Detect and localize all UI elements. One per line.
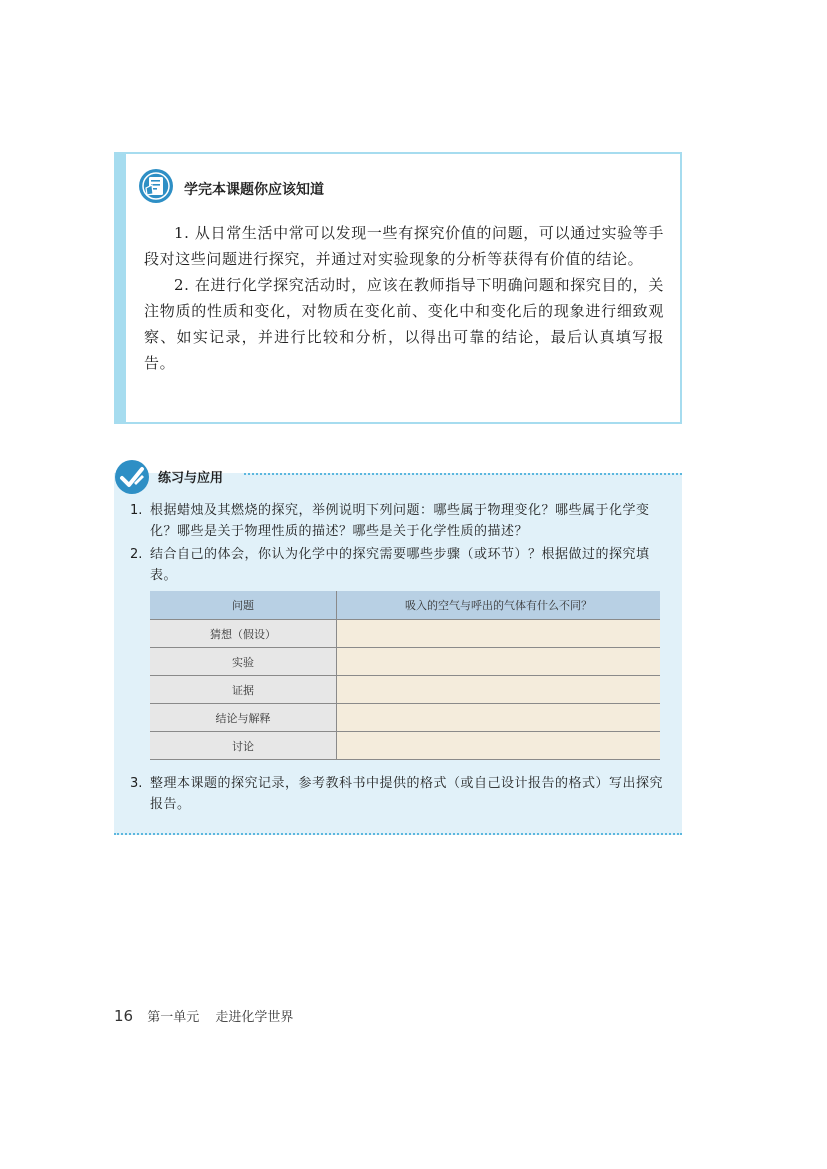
goals-paragraph: 2. 在进行化学探究活动时，应该在教师指导下明确问题和探究目的，关注物质的性质和变化，对物质在变化前、变化中和变化后的现象进行细致观察、如实记录，并进行比较和分析，以得出可靠的结论，最后认真填写报告。 bbox=[144, 276, 664, 372]
question-number: 3. bbox=[130, 776, 143, 791]
question-text: 整理本课题的探究记录，参考教科书中提供的格式（或自己设计报告的格式）写出探究报告。 bbox=[150, 776, 664, 812]
table-header-cell: 吸入的空气与呼出的气体有什么不同？ bbox=[337, 591, 661, 620]
question-text: 根据蜡烛及其燃烧的探究，举例说明下列问题：哪些属于物理变化？哪些属于化学变化？哪些是关于物理性质的描述？哪些是关于化学性质的描述？ bbox=[150, 503, 650, 539]
table-row-label: 实验 bbox=[150, 648, 337, 676]
goals-side-bar bbox=[114, 154, 126, 422]
table-header-cell: 问题 bbox=[150, 591, 337, 620]
goals-paragraph: 1. 从日常生活中常可以发现一些有探究价值的问题，可以通过实验等手段对这些问题进行探究，并通过对实验现象的分析等获得有价值的结论。 bbox=[144, 224, 664, 268]
unit-label: 第一单元 bbox=[147, 1010, 200, 1025]
table-answer-cell bbox=[337, 620, 661, 648]
table-answer-cell bbox=[337, 704, 661, 732]
table-row-label: 结论与解释 bbox=[150, 704, 337, 732]
inquiry-table bbox=[150, 591, 660, 760]
pencil-check-icon bbox=[114, 459, 150, 495]
page-number: 16 bbox=[114, 1007, 134, 1025]
question-item bbox=[130, 500, 670, 542]
learning-goals-box bbox=[114, 152, 682, 424]
book-hand-icon bbox=[138, 168, 174, 204]
table-row bbox=[150, 620, 660, 648]
table-header-row bbox=[150, 591, 660, 620]
table-row bbox=[150, 676, 660, 704]
dotted-divider bbox=[244, 473, 682, 475]
question-number: 2. bbox=[130, 547, 143, 562]
table-row-label: 讨论 bbox=[150, 732, 337, 760]
table-answer-cell bbox=[337, 648, 661, 676]
table-row bbox=[150, 732, 660, 760]
question-item bbox=[130, 773, 670, 815]
exercise-title: 练习与应用 bbox=[158, 471, 224, 486]
page-footer bbox=[114, 1006, 293, 1025]
question-number: 1. bbox=[130, 503, 143, 518]
goals-title: 学完本课题你应该知道 bbox=[184, 182, 324, 198]
table-row-label: 证据 bbox=[150, 676, 337, 704]
exercise-box bbox=[114, 473, 682, 835]
table-row bbox=[150, 704, 660, 732]
chapter-label: 走进化学世界 bbox=[215, 1010, 294, 1025]
table-answer-cell bbox=[337, 732, 661, 760]
goals-text bbox=[144, 220, 664, 376]
table-row-label: 猜想（假设） bbox=[150, 620, 337, 648]
table-row bbox=[150, 648, 660, 676]
question-item bbox=[130, 544, 670, 586]
question-text: 结合自己的体会，你认为化学中的探究需要哪些步骤（或环节）？根据做过的探究填表。 bbox=[150, 547, 650, 583]
table-answer-cell bbox=[337, 676, 661, 704]
